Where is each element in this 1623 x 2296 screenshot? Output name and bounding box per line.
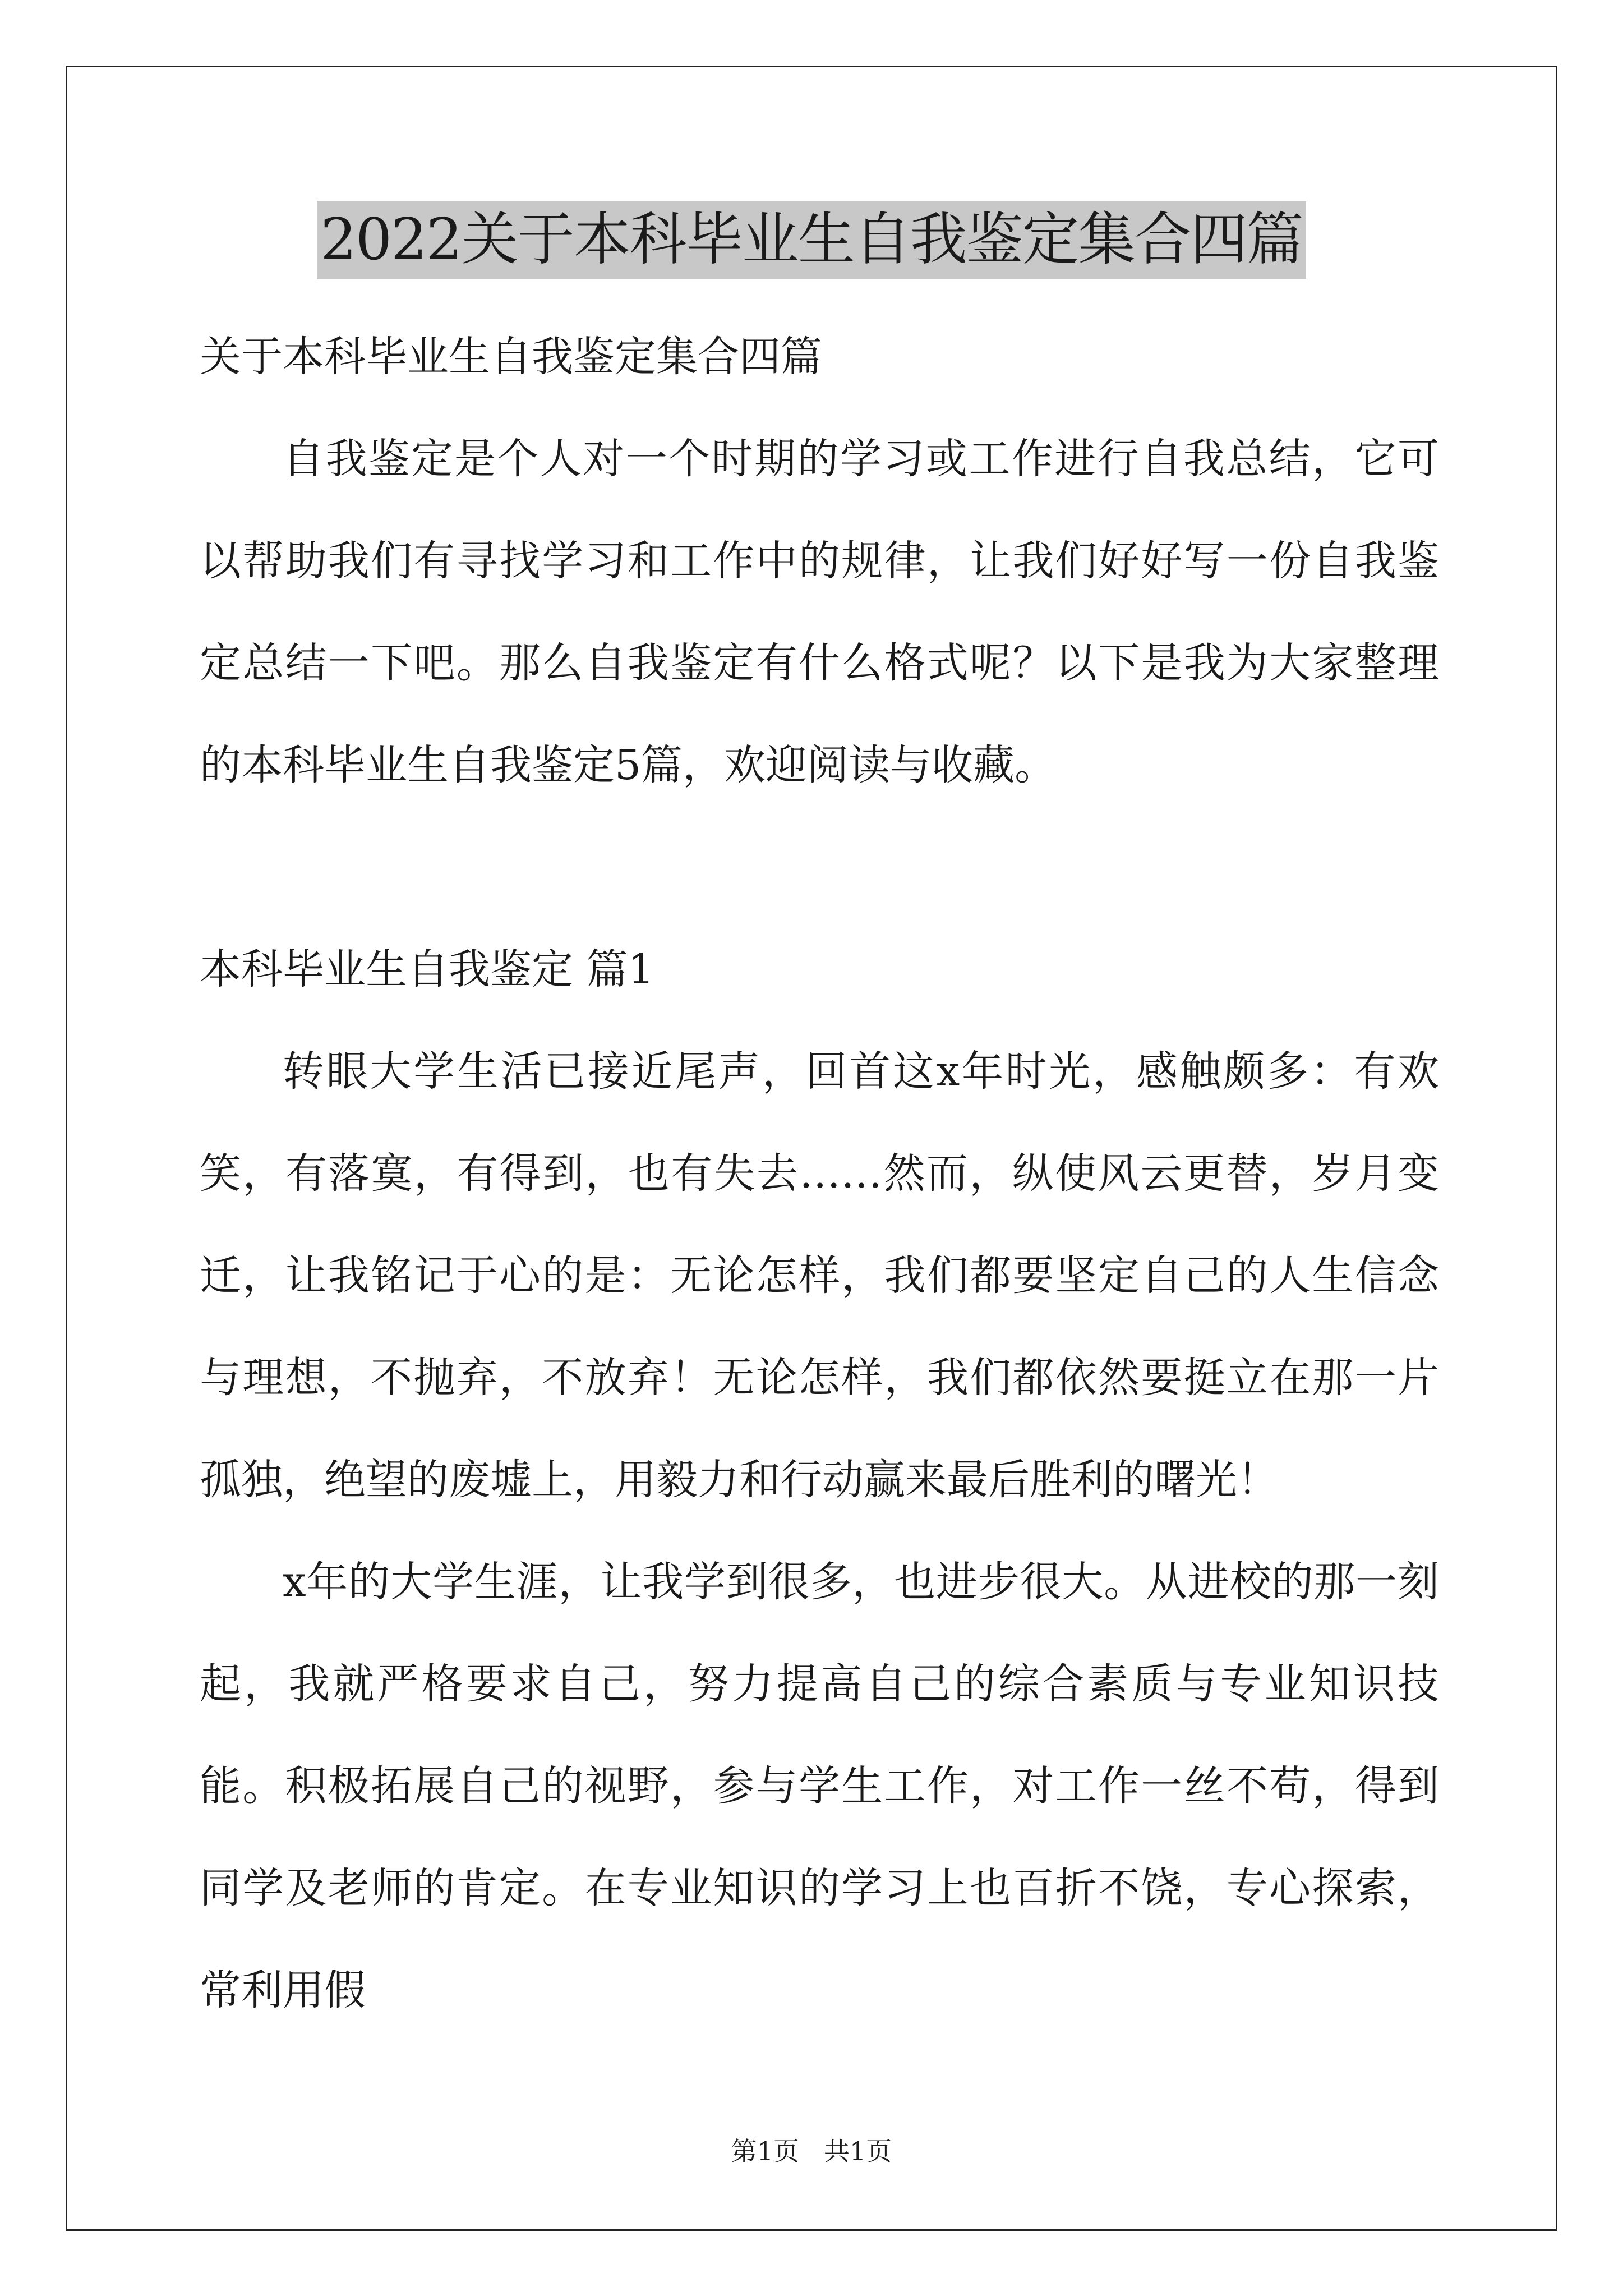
section-heading: 本科毕业生自我鉴定 篇1 — [200, 945, 654, 993]
page-footer — [0, 2134, 1623, 2168]
document-subtitle: 关于本科毕业生自我鉴定集合四篇 — [200, 333, 822, 381]
intro-paragraph: 自我鉴定是个人对一个时期的学习或工作进行自我总结，它可以帮助我们有寻找学习和工作中的规律，让我们好好写一份自我鉴定总结一下吧。那么自我鉴定有什么格式呢？以下是我为大家整理的本科毕业生自我鉴定5篇，欢迎阅读与收藏。 — [200, 435, 1439, 789]
document-body — [200, 306, 1439, 2041]
body-paragraph: 转眼大学生活已接近尾声，回首这x年时光，感触颇多：有欢笑，有落寞，有得到，也有失去……然而，纵使风云更替，岁月变迁，让我铭记于心的是：无论怎样，我们都要坚定自己的人生信念与理想，不抛弃，不放弃！无论怎样，我们都依然要挺立在那一片孤独，绝望的废墟上，用毅力和行动赢来最后胜利的曙光！ — [200, 1047, 1439, 1504]
page-number: 第1页 — [731, 2136, 800, 2166]
page-total: 共1页 — [823, 2136, 892, 2166]
body-paragraph: x年的大学生涯，让我学到很多，也进步很大。从进校的那一刻起，我就严格要求自己，努力提高自己的综合素质与专业知识技能。积极拓展自己的视野，参与学生工作，对工作一丝不苟，得到同学及老师的肯定。在专业知识的学习上也百折不饶，专心探索，常利用假 — [200, 1558, 1439, 2014]
title-container — [0, 201, 1623, 279]
document-title: 2022关于本科毕业生自我鉴定集合四篇 — [317, 201, 1306, 279]
